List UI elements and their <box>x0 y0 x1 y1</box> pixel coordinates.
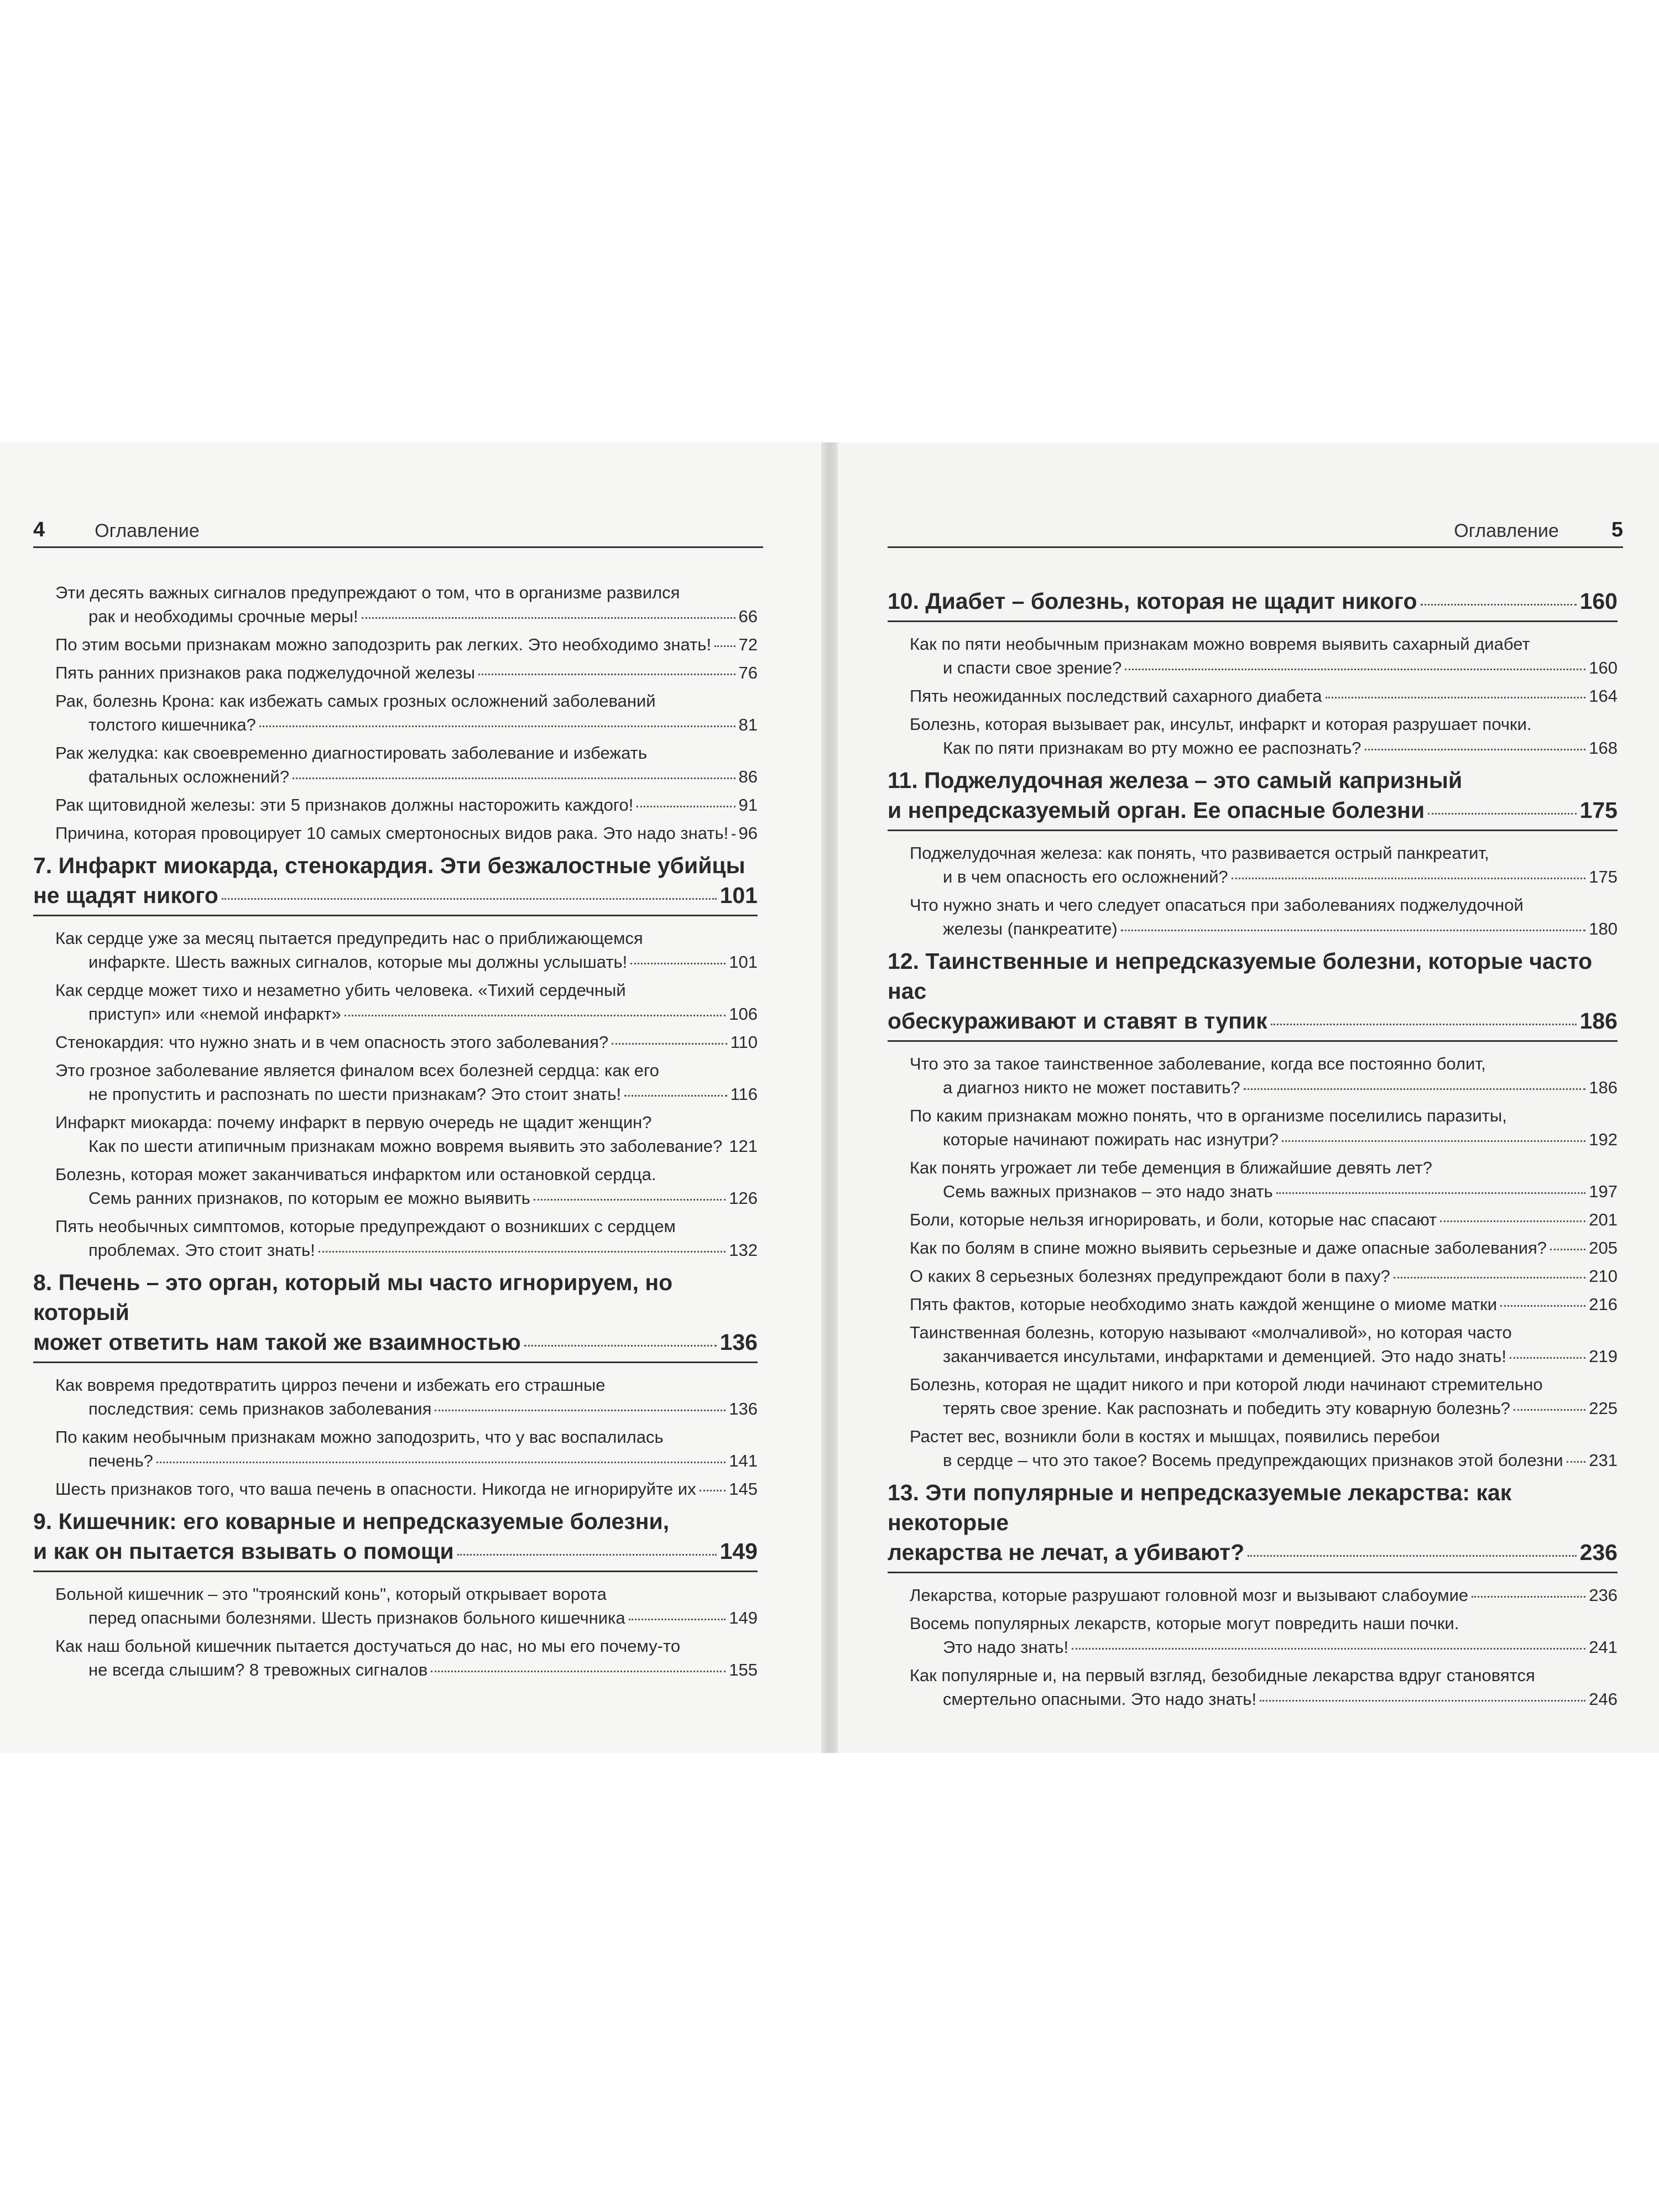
entry-text-line: Поджелудочная железа: как понять, что развивается острый панкреатит, <box>910 843 1489 863</box>
entry-text-line: Как по пяти необычным признакам можно вовремя выявить сахарный диабет <box>910 634 1530 654</box>
page-ref: 246 <box>1589 1689 1618 1709</box>
entry-last-line <box>55 765 758 789</box>
entry-text-line: Восемь популярных лекарств, которые могут повредить наши почки. <box>910 1614 1459 1633</box>
dot-leader <box>1248 1555 1576 1557</box>
chapter-entry <box>888 586 1618 622</box>
entry-text-line: Шесть признаков того, что ваша печень в опасности. Никогда не игнорируйте их <box>55 1479 696 1499</box>
entry-last-line <box>910 1687 1618 1711</box>
entry-text-line: Что нужно знать и чего следует опасаться при заболеваниях поджелудочной <box>910 895 1524 915</box>
dot-leader <box>1428 813 1576 815</box>
page-ref: 72 <box>738 635 758 654</box>
entry-last-line <box>55 1030 758 1054</box>
entry-text-line: Больной кишечник – это "троянский конь", который открывает ворота <box>55 1584 607 1604</box>
entry-text-line: Боли, которые нельзя игнорировать, и боли, которые нас спасают <box>910 1210 1437 1229</box>
dot-leader <box>362 617 735 619</box>
dot-leader <box>259 726 735 727</box>
page-ref: 141 <box>729 1451 758 1470</box>
page-ref: 205 <box>1589 1238 1618 1258</box>
page-ref: 145 <box>729 1479 758 1499</box>
entry-text-line: в сердце – что это такое? Восемь предупреждающих признаков этой болезни <box>943 1451 1563 1470</box>
entry-text-line: Болезнь, которая вызывает рак, инсульт, инфаркт и которая разрушает почки. <box>910 714 1532 734</box>
toc-entry <box>33 1425 758 1473</box>
entry-last-line <box>33 1327 758 1357</box>
entry-text-line: 9. Кишечник: его коварные и непредсказуемые болезни, <box>33 1509 670 1534</box>
entry-last-line <box>55 1606 758 1630</box>
toc-entry <box>888 684 1618 708</box>
entry-last-line <box>55 604 758 628</box>
entry-text-line: Семь важных признаков – это надо знать <box>943 1182 1273 1201</box>
page-ref: 168 <box>1589 738 1618 758</box>
entry-text-line: Пять ранних признаков рака поджелудочной железы <box>55 663 476 682</box>
page-ref: 101 <box>719 883 758 908</box>
entry-last-line <box>55 1449 758 1473</box>
entry-last-line <box>55 950 758 974</box>
page-ref: 101 <box>729 952 758 972</box>
right-page-header <box>888 520 1623 548</box>
toc-entry <box>33 741 758 789</box>
chapter-entry <box>888 765 1618 831</box>
entry-text-line: О каких 8 серьезных болезнях предупреждают боли в паху? <box>910 1266 1390 1286</box>
entry-last-line <box>910 1396 1618 1420</box>
entry-text-line: которые начинают пожирать нас изнутри? <box>943 1130 1279 1149</box>
dot-leader <box>1421 604 1577 606</box>
entry-last-line <box>55 1082 758 1106</box>
dot-leader <box>534 1199 726 1201</box>
entry-last-line <box>55 793 758 817</box>
toc-entry <box>33 1058 758 1106</box>
entry-text-line: Как вовремя предотвратить цирроз печени и избежать его страшные <box>55 1375 606 1395</box>
page-ref: 149 <box>719 1538 758 1564</box>
toc-entry <box>33 633 758 656</box>
entry-last-line <box>55 713 758 737</box>
entry-text-line: По каким признакам можно понять, что в организме поселились паразиты, <box>910 1106 1507 1125</box>
dot-leader <box>524 1345 717 1347</box>
toc-entry <box>888 1611 1618 1659</box>
entry-text-line: Пять неожиданных последствий сахарного диабета <box>910 686 1322 706</box>
dot-leader <box>1282 1140 1585 1142</box>
dot-leader <box>478 674 735 675</box>
entry-text-line: Инфаркт миокарда: почему инфаркт в первую очередь не щадит женщин? <box>55 1113 652 1132</box>
entry-text-line: Болезнь, которая не щадит никого и при которой люди начинают стремительно <box>910 1375 1543 1394</box>
entry-text-line: 13. Эти популярные и непредсказуемые лекарства: как некоторые <box>888 1480 1512 1535</box>
toc-entry <box>888 1156 1618 1203</box>
entry-text-line: железы (панкреатите) <box>943 919 1118 938</box>
entry-text-line: Как по болям в спине можно выявить серьезные и даже опасные заболевания? <box>910 1238 1547 1258</box>
dot-leader <box>1394 1277 1585 1279</box>
entry-text-line: 7. Инфаркт миокарда, стенокардия. Эти безжалостные убийцы <box>33 853 745 878</box>
entry-text-line: печень? <box>88 1451 153 1470</box>
dot-leader <box>629 1619 726 1620</box>
dot-leader <box>1072 1648 1585 1650</box>
page-ref: 164 <box>1589 686 1618 706</box>
toc-entry <box>33 1214 758 1262</box>
toc-entry <box>888 1373 1618 1420</box>
dot-leader <box>156 1462 726 1463</box>
dot-leader <box>457 1554 717 1556</box>
page-ref: 136 <box>719 1329 758 1355</box>
toc-entry <box>888 712 1618 760</box>
dot-leader <box>714 645 735 647</box>
toc-entry <box>888 1052 1618 1099</box>
entry-last-line <box>888 795 1618 825</box>
dot-leader <box>1567 1461 1586 1463</box>
toc-entry <box>33 793 758 817</box>
dot-leader <box>1271 1024 1577 1025</box>
toc-entry <box>888 841 1618 889</box>
entry-text-line: лекарства не лечат, а убивают? <box>888 1540 1245 1565</box>
toc-entry <box>888 1208 1618 1232</box>
dot-leader <box>637 806 735 807</box>
entry-text-line: терять свое зрение. Как распознать и победить эту коварную болезнь? <box>943 1399 1511 1418</box>
entry-last-line <box>910 1292 1618 1316</box>
dot-leader <box>624 1095 727 1097</box>
dot-leader <box>732 834 735 836</box>
entry-text-line: Болезнь, которая может заканчиваться инфарктом или остановкой сердца. <box>55 1165 656 1184</box>
dot-leader <box>319 1251 726 1253</box>
entry-last-line <box>33 1536 758 1566</box>
dot-leader <box>1276 1192 1586 1194</box>
page-ref: 231 <box>1589 1451 1618 1470</box>
page-ref: 96 <box>738 823 758 843</box>
entry-text-line: Лекарства, которые разрушают головной мозг и вызывают слабоумие <box>910 1585 1469 1605</box>
dot-leader <box>1550 1249 1585 1250</box>
entry-text-line: Рак, болезнь Крона: как избежать самых грозных осложнений заболеваний <box>55 691 656 711</box>
entry-last-line <box>910 684 1618 708</box>
entry-last-line <box>910 1236 1618 1260</box>
entry-text-line: фатальных осложнений? <box>88 767 290 786</box>
toc-entry <box>33 689 758 737</box>
chapter-entry <box>888 1478 1618 1573</box>
entry-last-line <box>910 1128 1618 1151</box>
entry-text-line: Рак желудка: как своевременно диагностировать заболевание и избежать <box>55 743 647 763</box>
entry-text-line: 10. Диабет – болезнь, которая не щадит никого <box>888 588 1417 614</box>
toc-entry <box>888 1583 1618 1607</box>
page-ref: 210 <box>1589 1266 1618 1286</box>
toc-entry <box>888 1425 1618 1472</box>
toc-entry <box>33 821 758 845</box>
right-page <box>838 442 1659 1753</box>
page-ref: 76 <box>738 663 758 682</box>
right-toc <box>888 581 1618 1715</box>
entry-last-line <box>910 1583 1618 1607</box>
book-gutter <box>821 442 838 1753</box>
entry-text-line: Пять фактов, которые необходимо знать каждой женщине о миоме матки <box>910 1295 1498 1314</box>
page-ref: 110 <box>730 1032 758 1052</box>
entry-text-line: Пять необычных симптомов, которые предупреждают о возникших с сердцем <box>55 1217 676 1236</box>
entry-last-line <box>888 586 1618 616</box>
toc-entry <box>33 581 758 628</box>
entry-text-line: и в чем опасность его осложнений? <box>943 867 1228 886</box>
right-header-title: Оглавление <box>1454 520 1559 541</box>
left-page-number: 4 <box>33 518 45 541</box>
left-header-title: Оглавление <box>95 520 200 541</box>
left-page <box>0 442 821 1753</box>
entry-last-line <box>55 1397 758 1421</box>
toc-entry <box>888 1264 1618 1288</box>
entry-last-line <box>55 661 758 685</box>
dot-leader <box>1514 1409 1585 1411</box>
page-ref: 132 <box>729 1240 758 1260</box>
page-ref: 186 <box>1579 1008 1618 1034</box>
dot-leader <box>345 1015 726 1016</box>
entry-last-line <box>910 1180 1618 1203</box>
page-ref: 219 <box>1589 1347 1618 1366</box>
entry-text-line: смертельно опасными. Это надо знать! <box>943 1689 1257 1709</box>
toc-entry <box>888 893 1618 941</box>
entry-text-line: толстого кишечника? <box>88 715 256 734</box>
page-ref: 225 <box>1589 1399 1618 1418</box>
entry-text-line: Как по пяти признакам во рту можно ее распознать? <box>943 738 1361 758</box>
toc-entry <box>33 1634 758 1682</box>
entry-text-line: По каким необычным признакам можно заподозрить, что у вас воспалилась <box>55 1427 664 1447</box>
page-ref: 121 <box>729 1136 758 1156</box>
dot-leader <box>431 1671 726 1672</box>
toc-entry <box>33 1162 758 1210</box>
entry-text-line: Стенокардия: что нужно знать и в чем опасность этого заболевания? <box>55 1032 609 1052</box>
entry-text-line: перед опасными болезнями. Шесть признаков больного кишечника <box>88 1608 625 1627</box>
toc-entry <box>33 1373 758 1421</box>
page-ref: 86 <box>738 767 758 786</box>
toc-entry <box>33 978 758 1026</box>
entry-text-line: обескураживают и ставят в тупик <box>888 1008 1267 1034</box>
page-ref: 216 <box>1589 1295 1618 1314</box>
entry-text-line: не щадят никого <box>33 883 218 908</box>
page-ref: 116 <box>730 1084 758 1104</box>
dot-leader <box>1472 1596 1585 1598</box>
entry-text-line: Таинственная болезнь, которую называют «молчаливой», но которая часто <box>910 1323 1512 1342</box>
toc-entry <box>33 1582 758 1630</box>
right-page-number: 5 <box>1611 518 1623 541</box>
page-ref: 175 <box>1589 867 1618 886</box>
book-spread <box>0 442 1659 1753</box>
entry-text-line: Как понять угрожает ли тебе деменция в ближайшие девять лет? <box>910 1158 1432 1177</box>
chapter-entry <box>33 851 758 916</box>
entry-last-line <box>910 917 1618 941</box>
chapter-entry <box>33 1506 758 1572</box>
page-ref: 81 <box>738 715 758 734</box>
entry-text-line: 8. Печень – это орган, который мы часто игнорируем, но который <box>33 1270 673 1325</box>
entry-text-line: приступ» или «немой инфаркт» <box>88 1004 341 1024</box>
entry-text-line: Причина, которая провоцирует 10 самых смертоносных видов рака. Это надо знать! <box>55 823 729 843</box>
dot-leader <box>1232 878 1585 879</box>
dot-leader <box>1260 1700 1585 1702</box>
entry-text-line: Растет вес, возникли боли в костях и мышцах, появились перебои <box>910 1427 1440 1446</box>
entry-text-line: 11. Поджелудочная железа – это самый капризный <box>888 768 1463 793</box>
toc-entry <box>888 1236 1618 1260</box>
entry-last-line <box>55 1477 758 1501</box>
dot-leader <box>612 1043 727 1045</box>
page-ref: 186 <box>1589 1078 1618 1097</box>
toc-entry <box>33 661 758 685</box>
entry-last-line <box>55 633 758 656</box>
entry-last-line <box>55 1186 758 1210</box>
entry-text-line: Эти десять важных сигналов предупреждают о том, что в организме развился <box>55 583 680 602</box>
entry-text-line: Что это за такое таинственное заболевание, когда все постоянно болит, <box>910 1054 1486 1073</box>
entry-text-line: и непредсказуемый орган. Ее опасные болезни <box>888 797 1425 823</box>
entry-text-line: и как он пытается взывать о помощи <box>33 1538 454 1564</box>
entry-last-line <box>55 1134 758 1158</box>
entry-last-line <box>888 1006 1618 1036</box>
entry-last-line <box>55 1238 758 1262</box>
entry-text-line: и спасти свое зрение? <box>943 658 1122 677</box>
dot-leader <box>435 1410 726 1411</box>
entry-last-line <box>910 1208 1618 1232</box>
page-ref: 197 <box>1589 1182 1618 1201</box>
entry-last-line <box>910 865 1618 889</box>
toc-entry <box>33 926 758 974</box>
dot-leader <box>1510 1357 1585 1359</box>
left-toc <box>33 581 758 1686</box>
dot-leader <box>1500 1305 1585 1307</box>
entry-text-line: Как наш больной кишечник пытается достучаться до нас, но мы его почему-то <box>55 1636 681 1656</box>
entry-last-line <box>55 1658 758 1682</box>
entry-last-line <box>910 736 1618 760</box>
entry-text-line: Рак щитовидной железы: эти 5 признаков должны насторожить каждого! <box>55 795 634 815</box>
entry-text-line: Как по шести атипичным признакам можно вовремя выявить это заболевание? <box>88 1136 723 1156</box>
entry-last-line <box>910 1448 1618 1472</box>
page-ref: 149 <box>729 1608 758 1627</box>
entry-last-line <box>888 1537 1618 1567</box>
toc-entry <box>33 1110 758 1158</box>
entry-last-line <box>55 1002 758 1026</box>
page-ref: 106 <box>729 1004 758 1024</box>
dot-leader <box>700 1490 726 1491</box>
page-ref: 160 <box>1579 588 1618 614</box>
entry-text-line: последствия: семь признаков заболевания <box>88 1399 432 1418</box>
entry-text-line: Как сердце уже за месяц пытается предупредить нас о приближающемся <box>55 928 643 948</box>
page-ref: 126 <box>729 1188 758 1208</box>
entry-text-line: 12. Таинственные и непредсказуемые болезни, которые часто нас <box>888 948 1593 1004</box>
entry-text-line: Как популярные и, на первый взгляд, безобидные лекарства вдруг становятся <box>910 1666 1535 1685</box>
page-ref: 241 <box>1589 1637 1618 1657</box>
entry-last-line <box>910 656 1618 680</box>
entry-text-line: По этим восьми признакам можно заподозрить рак легких. Это необходимо знать! <box>55 635 712 654</box>
entry-last-line <box>33 880 758 910</box>
page-ref: 155 <box>729 1660 758 1679</box>
entry-text-line: Это надо знать! <box>943 1637 1069 1657</box>
entry-text-line: заканчивается инсультами, инфарктами и деменцией. Это надо знать! <box>943 1347 1506 1366</box>
entry-text-line: инфаркте. Шесть важных сигналов, которые мы должны услышать! <box>88 952 628 972</box>
page-ref: 91 <box>738 795 758 815</box>
entry-last-line <box>910 1076 1618 1099</box>
dot-leader <box>1440 1220 1585 1222</box>
entry-text-line: Семь ранних признаков, по которым ее можно выявить <box>88 1188 530 1208</box>
left-page-header <box>33 520 763 548</box>
entry-text-line: может ответить нам такой же взаимностью <box>33 1329 521 1355</box>
toc-entry <box>33 1477 758 1501</box>
page-ref: 236 <box>1579 1540 1618 1565</box>
dot-leader <box>222 898 717 900</box>
page-ref: 201 <box>1589 1210 1618 1229</box>
chapter-entry <box>888 946 1618 1042</box>
entry-text-line: рак и необходимы срочные меры! <box>88 607 358 626</box>
toc-entry <box>888 1663 1618 1711</box>
entry-last-line <box>910 1635 1618 1659</box>
entry-text-line: не пропустить и распознать по шести признакам? Это стоит знать! <box>88 1084 622 1104</box>
page-ref: 66 <box>738 607 758 626</box>
entry-text-line: а диагноз никто не может поставить? <box>943 1078 1240 1097</box>
dot-leader <box>630 963 726 964</box>
chapter-entry <box>33 1267 758 1363</box>
dot-leader <box>1125 669 1585 670</box>
page-ref: 175 <box>1579 797 1618 823</box>
entry-text-line: Как сердце может тихо и незаметно убить человека. «Тихий сердечный <box>55 980 626 1000</box>
page-ref: 180 <box>1589 919 1618 938</box>
entry-last-line <box>910 1264 1618 1288</box>
page-ref: 236 <box>1589 1585 1618 1605</box>
page-ref: 160 <box>1589 658 1618 677</box>
dot-leader <box>1326 697 1586 698</box>
toc-entry <box>888 632 1618 680</box>
toc-entry <box>888 1292 1618 1316</box>
dot-leader <box>293 778 735 779</box>
entry-text-line: проблемах. Это стоит знать! <box>88 1240 315 1260</box>
dot-leader <box>1121 930 1586 931</box>
toc-entry <box>33 1030 758 1054</box>
toc-entry <box>888 1104 1618 1151</box>
page-ref: 136 <box>729 1399 758 1418</box>
entry-last-line <box>55 821 758 845</box>
toc-entry <box>888 1321 1618 1368</box>
entry-text-line: Это грозное заболевание является финалом всех болезней сердца: как его <box>55 1061 659 1080</box>
dot-leader <box>1244 1088 1586 1090</box>
dot-leader <box>1365 749 1586 750</box>
entry-last-line <box>910 1344 1618 1368</box>
entry-text-line: не всегда слышим? 8 тревожных сигналов <box>88 1660 428 1679</box>
page-ref: 192 <box>1589 1130 1618 1149</box>
